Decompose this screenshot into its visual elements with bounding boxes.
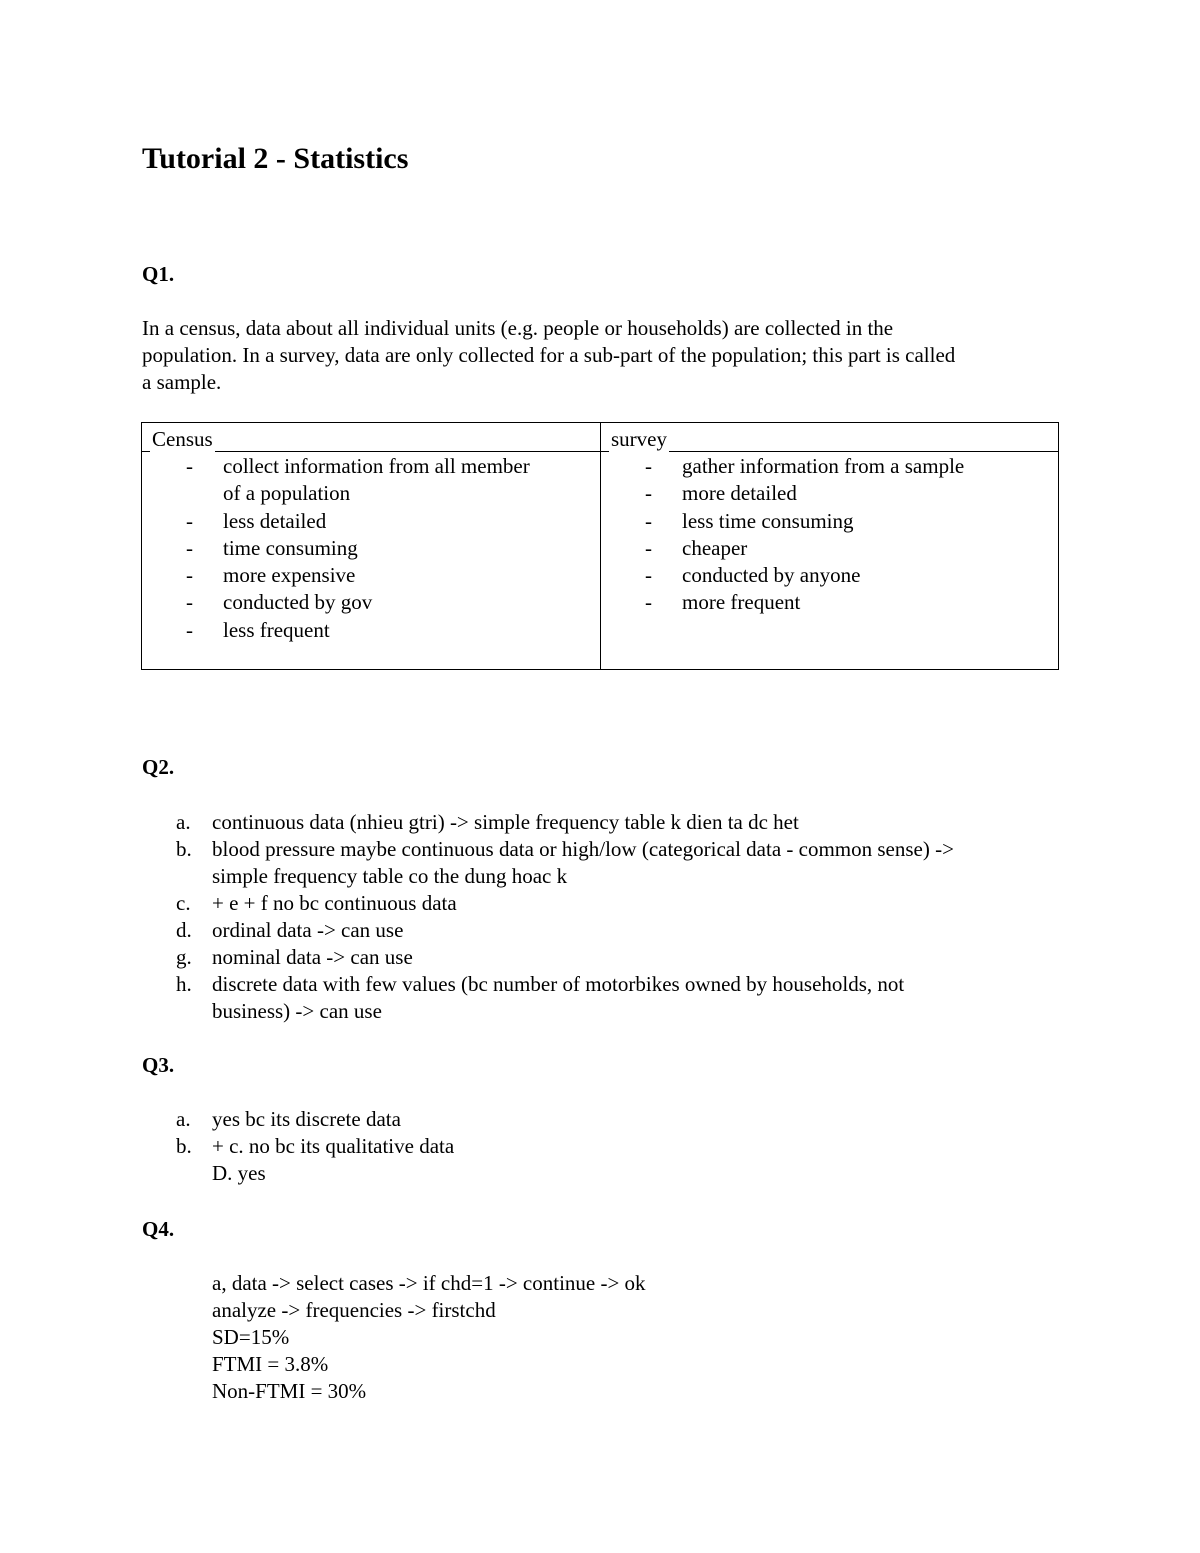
list-item: a. continuous data (nhieu gtri) -> simple frequency table k dien ta dc het <box>176 810 799 834</box>
q1-paragraph-line: population. In a survey, data are only collected for a sub-part of the population; this part is called <box>142 343 956 367</box>
list-item: c. + e + f no bc continuous data <box>176 891 457 915</box>
list-item: - more frequent <box>645 590 801 615</box>
list-item: h. discrete data with few values (bc number of motorbikes owned by households, not business) -> can use <box>176 972 905 1023</box>
item-label: a. <box>176 810 191 834</box>
list-item: of a population <box>223 481 351 506</box>
table-border-right <box>1058 422 1059 670</box>
table-border-bottom <box>141 669 1059 670</box>
census-survey-table <box>141 422 1059 670</box>
q1-paragraph <box>142 315 1072 396</box>
list-item: - less frequent <box>186 617 330 642</box>
list-item: - cheaper <box>645 535 748 560</box>
item-label: b. <box>176 837 192 861</box>
document-title: Tutorial 2 - Statistics <box>142 142 409 175</box>
census-column-label: Census <box>152 427 213 451</box>
table-border-top <box>141 422 1059 423</box>
list-item: g. nominal data -> can use <box>176 945 413 969</box>
q1-paragraph-line: In a census, data about all individual units (e.g. people or households) are collected in the <box>142 316 894 340</box>
list-item: d. ordinal data -> can use <box>176 918 404 942</box>
q4-heading: Q4. <box>142 1217 175 1241</box>
list-item: - more expensive <box>186 563 356 588</box>
item-label: b. <box>176 1134 192 1158</box>
item-label: g. <box>176 945 192 969</box>
item-label: h. <box>176 972 192 996</box>
q1-paragraph-line: a sample. <box>142 370 222 394</box>
q4-line: Non-FTMI = 30% <box>212 1379 367 1403</box>
list-item: a. yes bc its discrete data <box>176 1107 401 1131</box>
item-label: a. <box>176 1107 191 1131</box>
list-item: - collect information from all member <box>186 454 530 478</box>
list-item: - more detailed <box>645 481 797 506</box>
list-item: - conducted by gov <box>186 590 373 615</box>
list-item: - conducted by anyone <box>645 563 861 588</box>
q2-heading: Q2. <box>142 755 175 779</box>
census-list <box>141 453 530 644</box>
list-item: - less time consuming <box>645 508 854 533</box>
item-label: d. <box>176 918 192 942</box>
list-item: - gather information from a sample <box>645 454 965 478</box>
survey-list <box>600 453 964 617</box>
q1-heading: Q1. <box>142 262 175 286</box>
survey-column-label: survey <box>611 427 667 451</box>
list-item: b. + c. no bc its qualitative data D. yes <box>176 1134 455 1185</box>
q3-answer-list <box>142 1106 1092 1187</box>
q2-answer-list <box>142 809 1092 1025</box>
q3-heading: Q3. <box>142 1053 175 1077</box>
list-item: - less detailed <box>186 508 327 533</box>
q4-answer-block <box>212 1270 646 1405</box>
q4-line: FTMI = 3.8% <box>212 1352 329 1376</box>
list-item: - time consuming <box>186 535 358 560</box>
list-item: b. blood pressure maybe continuous data or high/low (categorical data - common sense) -> simple frequency table co the dung hoac k <box>176 837 954 888</box>
q4-line: SD=15% <box>212 1325 290 1349</box>
item-label: c. <box>176 891 191 915</box>
q4-line: analyze -> frequencies -> firstchd <box>212 1298 496 1322</box>
q4-line: a, data -> select cases -> if chd=1 -> continue -> ok <box>212 1271 646 1295</box>
